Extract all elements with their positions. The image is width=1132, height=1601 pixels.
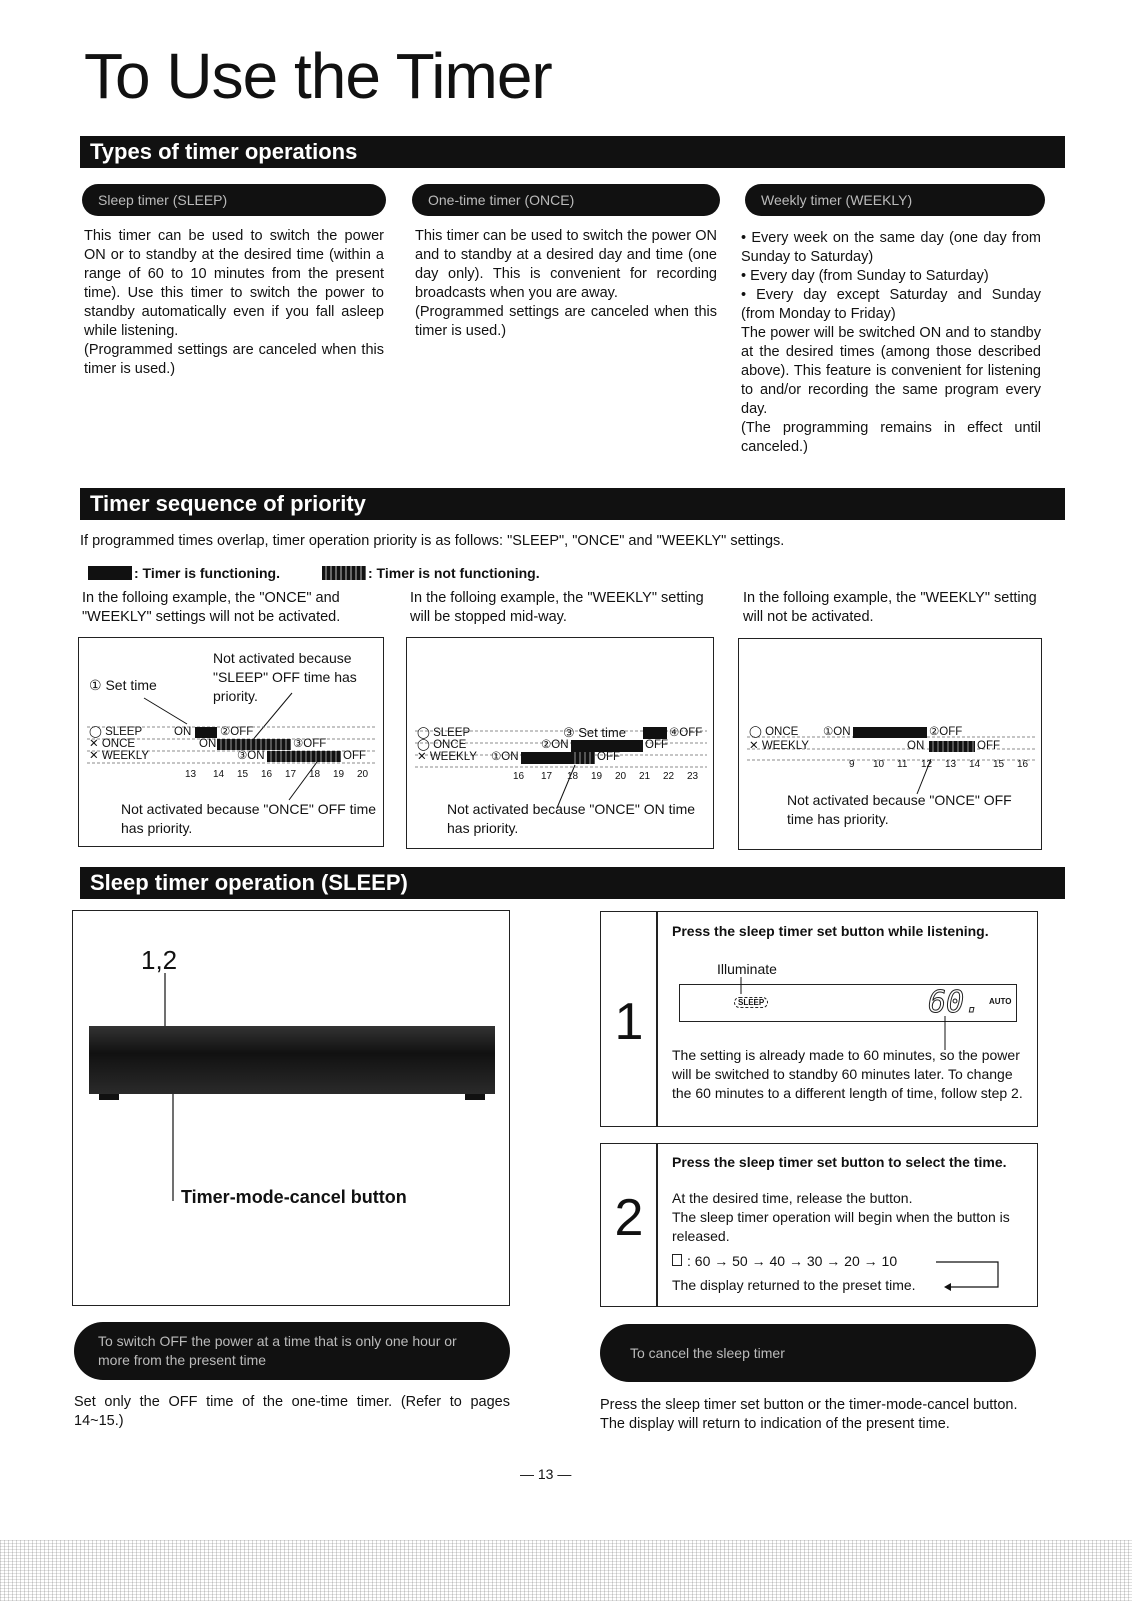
example-bottom-note: Not activated because "ONCE" ON time has priority. (447, 801, 696, 836)
sleep-time-sequence: : 60 → 50 → 40 → 30 → 20 → 10 (687, 1253, 898, 1269)
legend-swatch-off (322, 566, 366, 580)
tick-label: 19 (333, 769, 345, 780)
page-number: — 13 — (520, 1466, 572, 1482)
paragraph: This timer can be used to switch the power ON or to standby at the desired time (within a range of 60 to 10 minutes from the present time). Use this timer to switch the power to standby automatically even if you fall asleep while listening. (84, 228, 384, 339)
example-bottom-note: Not activated because "ONCE" OFF time has priority. (787, 792, 1012, 827)
row-label-weekly: ✕ WEEKLY (417, 751, 477, 763)
bar-weekly-inactive (929, 741, 975, 752)
section-heading: Timer sequence of priority (90, 491, 366, 516)
tick-label: 15 (993, 759, 1005, 770)
tick-label: 20 (615, 771, 627, 782)
auto-indicator: AUTO (989, 997, 1012, 1006)
bar-weekly-active (521, 752, 571, 764)
tick-label: 10 (873, 759, 885, 770)
legend-not-functioning (322, 565, 540, 581)
tick-label: 14 (969, 759, 981, 770)
section-bar-priority (80, 488, 1065, 520)
tick-label: 22 (663, 771, 675, 782)
pill-weekly-timer: Weekly timer (WEEKLY) (745, 184, 1045, 216)
tick-label: 19 (591, 771, 603, 782)
page-title: To Use the Timer (84, 40, 552, 112)
row-label-weekly: ✕ WEEKLY (749, 740, 809, 752)
label-on: ①ON (491, 751, 519, 763)
legend-label: : Timer is not functioning. (368, 565, 540, 581)
device-foot-right (465, 1094, 485, 1100)
example-box-1 (78, 637, 384, 847)
tick-label: 23 (687, 771, 699, 782)
bullet-item: • Every day (from Sunday to Saturday) (741, 268, 989, 284)
pill-cancel-sleep: To cancel the sleep timer (600, 1324, 1036, 1382)
tick-label: 18 (567, 771, 579, 782)
label-off: ④OFF (669, 727, 703, 739)
legend-functioning (88, 565, 280, 581)
paragraph-note: (Programmed settings are canceled when this timer is used.) (84, 342, 384, 377)
device-foot-left (99, 1094, 119, 1100)
legend-label: : Timer is functioning. (134, 565, 280, 581)
tick-label: 20 (357, 769, 369, 780)
example-caption-1: In the folloing example, the "ONCE" and "WEEKLY" settings will not be activated. (82, 590, 341, 625)
pill-switch-off-tip: To switch OFF the power at a time that is only one hour or more from the present time (74, 1322, 510, 1380)
types-weekly-text (741, 229, 1041, 457)
section-bar-types (80, 136, 1065, 168)
paragraph: The power will be switched ON and to standby at the desired times (among those described above). This feature is convenient for listening to and/or recording the same program every day. (741, 325, 1041, 417)
row-label-once: ◯ ONCE (417, 739, 467, 751)
label-on: ON (174, 726, 192, 738)
paragraph-note: (Programmed settings are canceled when this timer is used.) (415, 304, 717, 339)
row-label-once: ✕ ONCE (89, 738, 136, 750)
types-once-text (415, 227, 717, 341)
label-off: OFF (343, 750, 366, 762)
sleep-indicator: SLEEP (734, 997, 768, 1008)
device-callout-number: 1,2 (141, 945, 178, 975)
tick-label: 11 (897, 759, 908, 770)
section-bar-sleep (80, 867, 1065, 899)
step-text: At the desired time, release the button. (672, 1190, 913, 1206)
bar-once-inactive (217, 739, 291, 750)
tick-label: 13 (945, 759, 957, 770)
step-2-box (600, 1143, 1038, 1307)
tick-label: 14 (213, 769, 225, 780)
example-top-note: Not activated because "SLEEP" OFF time has priority. (213, 650, 357, 704)
example-set-time: ① Set time (89, 677, 157, 693)
device-illustration-box (72, 910, 510, 1306)
types-sleep-text (84, 227, 384, 379)
step-number: 2 (614, 1189, 644, 1247)
bar-weekly-inactive (267, 751, 341, 762)
switch-off-tip-text: Set only the OFF time of the one-time timer. (Refer to pages 14~15.) (74, 1394, 510, 1429)
return-arrow (601, 1144, 1039, 1308)
tick-label: 21 (639, 771, 651, 782)
step-return-note: The display returned to the preset time. (672, 1277, 916, 1293)
bullet-item: • Every day except Saturday and Sunday (from Monday to Friday) (741, 287, 1041, 322)
label-on: ②ON (541, 739, 569, 751)
bar-sleep-active (195, 727, 217, 738)
row-label-once: ◯ ONCE (749, 726, 799, 738)
example-box-2 (406, 637, 714, 849)
pill-once-timer: One-time timer (ONCE) (412, 184, 720, 216)
timer-mode-cancel-button-label: Timer-mode-cancel button (181, 1187, 407, 1207)
label-set-time: ③ Set time (563, 725, 626, 740)
tick-label: 16 (261, 769, 273, 780)
row-label-sleep: ◯ SLEEP (417, 727, 471, 739)
label-off: OFF (597, 751, 620, 763)
bullet-item: • Every week on the same day (one day from Sunday to Saturday) (741, 230, 1041, 265)
example-caption-2: In the folloing example, the "WEEKLY" setting will be stopped mid-way. (410, 590, 704, 625)
tick-label: 16 (513, 771, 525, 782)
label-on: ON (907, 740, 925, 752)
step-text: The sleep timer operation will begin when the button is released. (672, 1209, 1010, 1244)
tick-label: 16 (1017, 759, 1029, 770)
lcd-minutes-value: 60. (928, 985, 983, 1020)
legend-swatch-on (88, 566, 132, 580)
label-off: OFF (645, 739, 668, 751)
device-lines (73, 911, 511, 1307)
example-caption-3: In the folloing example, the "WEEKLY" setting will not be activated. (743, 590, 1037, 625)
illuminate-label: Illuminate (717, 961, 777, 977)
pill-sleep-timer: Sleep timer (SLEEP) (82, 184, 386, 216)
label-on: ON (199, 738, 217, 750)
label-on: ①ON (823, 726, 851, 738)
step-heading: Press the sleep timer set button while listening. (672, 923, 989, 939)
stereo-front-panel (89, 1026, 495, 1094)
step-1-box (600, 911, 1038, 1127)
bar-weekly-inactive (571, 752, 595, 764)
label-off: OFF (977, 740, 1000, 752)
label-off: ②OFF (929, 726, 963, 738)
label-on: ③ON (237, 750, 265, 762)
step-heading: Press the sleep timer set button to select the time. (672, 1154, 1007, 1170)
row-label-weekly: ✕ WEEKLY (89, 750, 149, 762)
example-box-3 (738, 638, 1042, 850)
section-heading: Types of timer operations (90, 139, 358, 164)
priority-intro: If programmed times overlap, timer operation priority is as follows: "SLEEP", "ONCE" and "WEEKLY" settings. (80, 533, 785, 549)
tick-label: 12 (921, 759, 933, 770)
section-heading: Sleep timer operation (SLEEP) (90, 870, 408, 895)
scan-noise (0, 1540, 1132, 1601)
example-bottom-note: Not activated because "ONCE" OFF time has priority. (121, 801, 377, 836)
paragraph: This timer can be used to switch the power ON and to standby at a desired day and time (one day only). This is convenient for recording broadcasts when you are away. (415, 228, 717, 301)
paragraph-note: (The programming remains in effect until canceled.) (741, 420, 1041, 455)
label-off: ②OFF (220, 726, 254, 738)
step-number: 1 (614, 993, 644, 1051)
step-text: The setting is already made to 60 minutes, so the power will be switched to standby 60 minutes later. To change the 60 minutes to a different length of time, follow step 2. (672, 1047, 1023, 1101)
cancel-sleep-text: Press the sleep timer set button or the timer-mode-cancel button. The display will return to indication of the present time. (600, 1397, 1018, 1432)
tick-label: 17 (285, 769, 297, 780)
label-off: ③OFF (293, 738, 327, 750)
tick-label: 17 (541, 771, 553, 782)
tick-label: 9 (849, 759, 855, 770)
bar-sleep-active (643, 727, 667, 739)
tick-label: 13 (185, 769, 197, 780)
tick-label: 15 (237, 769, 249, 780)
bar-once-active (853, 727, 927, 738)
tick-label: 18 (309, 769, 321, 780)
row-label-sleep: ◯ SLEEP (89, 726, 143, 738)
